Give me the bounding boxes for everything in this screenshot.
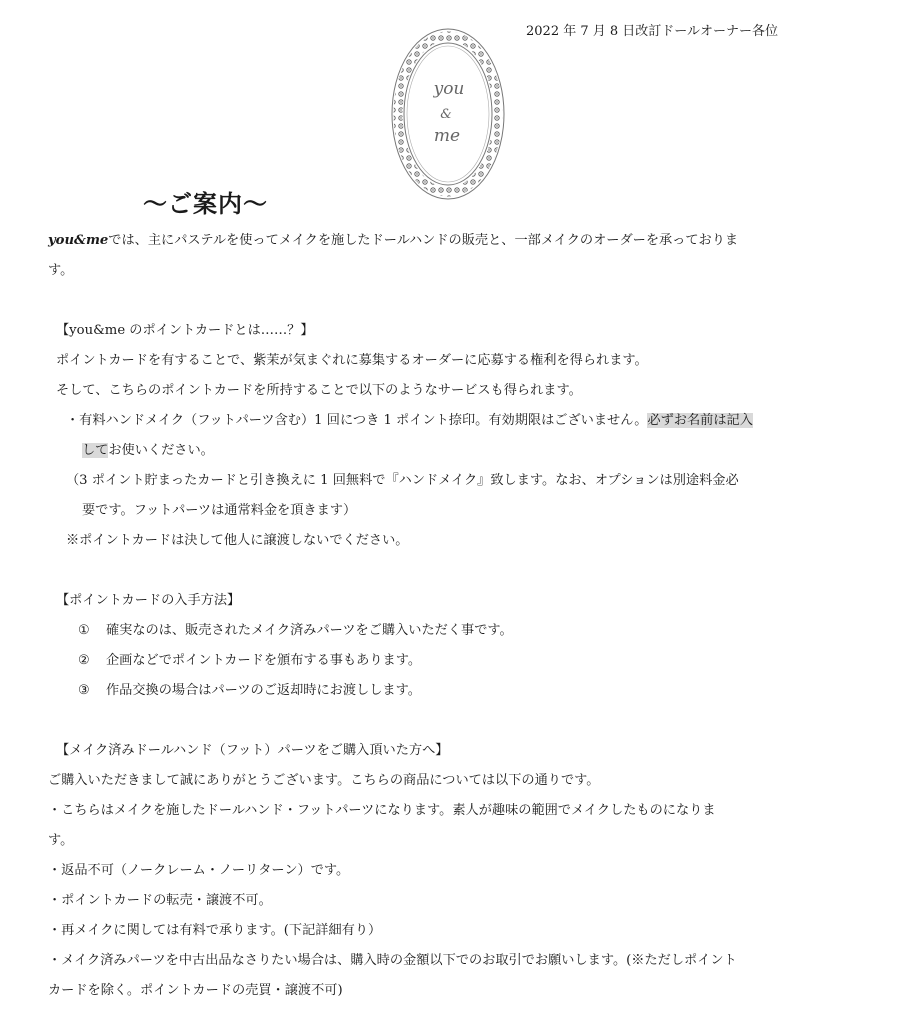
logo-line-you: you (433, 79, 465, 99)
purchase-bullet-3: ・ポイントカードの転売・譲渡不可。 (48, 893, 272, 908)
intro-text-1: では、主にパステルを使ってメイクを施したドールハンドの販売と、一部メイクのオーダーを承っておりま (108, 233, 739, 248)
highlighted-text: 必ずお名前は記入 (647, 413, 753, 428)
point-card-bullet-1-cont (48, 436, 863, 466)
item-text: 作品交換の場合はパーツのご返却時にお渡しします。 (106, 683, 421, 698)
point-card-paragraph-2: そして、こちらのポイントカードを所持することで以下のようなサービスも得られます。 (56, 383, 582, 398)
acquire-heading: 【ポイントカードの入手方法】 (56, 593, 241, 608)
body-text (48, 226, 863, 1006)
point-card-heading: 【you&me のポイントカードとは……？】 (56, 323, 314, 338)
purchase-paragraph-1: ご購入いただきまして誠にありがとうございます。こちらの商品については以下の通りです。 (48, 773, 600, 788)
logo-line-and: & (440, 107, 452, 122)
brand-name: you&me (48, 233, 109, 248)
acquire-item (48, 616, 863, 646)
acquire-item (48, 646, 863, 676)
purchase-bullet-1: ・こちらはメイクを施したドールハンド・フットパーツになります。素人が趣味の範囲でメイクしたものになりま (48, 803, 716, 818)
highlighted-text-cont: して (82, 443, 109, 458)
intro-line-1 (48, 226, 863, 256)
purchase-bullet-5: ・メイク済みパーツを中古出品なさりたい場合は、購入時の金額以下でのお取引でお願いします。(※ただしポイント (48, 953, 737, 968)
purchase-bullet-1-cont: す。 (48, 833, 74, 848)
spacer (48, 706, 863, 736)
item-number: ② (78, 653, 90, 668)
point-card-note-1: （3 ポイント貯まったカードと引き換えに 1 回無料で『ハンドメイク』致します。なお、オプションは別途料金必 (66, 473, 739, 488)
item-text: 確実なのは、販売されたメイク済みパーツをご購入いただく事です。 (106, 623, 513, 638)
purchase-bullet-2: ・返品不可（ノークレーム・ノーリターン）です。 (48, 863, 350, 878)
purchase-heading: 【メイク済みドールハンド（フット）パーツをご購入頂いた方へ】 (56, 743, 449, 758)
purchase-bullet-5-cont: カードを除く。ポイントカードの売買・譲渡不可) (48, 983, 343, 998)
intro-line-2: す。 (48, 263, 74, 278)
acquire-item (48, 676, 863, 706)
point-card-paragraph-1: ポイントカードを有することで、紫茉が気まぐれに募集するオーダーに応募する権利を得られます。 (56, 353, 648, 368)
spacer (48, 286, 863, 316)
item-number: ① (78, 623, 90, 638)
point-card-bullet-1 (48, 406, 863, 436)
purchase-bullet-4: ・再メイクに関しては有料で承ります。(下記詳細有り） (48, 923, 382, 938)
you-and-me-logo (389, 26, 507, 202)
spacer (48, 556, 863, 586)
item-text: 企画などでポイントカードを頒布する事もあります。 (106, 653, 422, 668)
bullet-1-text-cont: お使いください。 (108, 443, 214, 458)
date-line: 2022 年 7 月 8 日改訂ドールオーナー各位 (526, 24, 779, 39)
point-card-note-2: ※ポイントカードは決して他人に譲渡しないでください。 (66, 533, 409, 548)
point-card-note-1-cont: 要です。フットパーツは通常料金を頂きます） (82, 503, 357, 518)
page-title: ～ご案内～ (143, 189, 268, 218)
bullet-1-text: ・有料ハンドメイク（フットパーツ含む）1 回につき 1 ポイント捺印。有効期限はございません。 (66, 413, 648, 428)
logo-line-me: me (433, 126, 461, 146)
item-number: ③ (78, 683, 90, 698)
